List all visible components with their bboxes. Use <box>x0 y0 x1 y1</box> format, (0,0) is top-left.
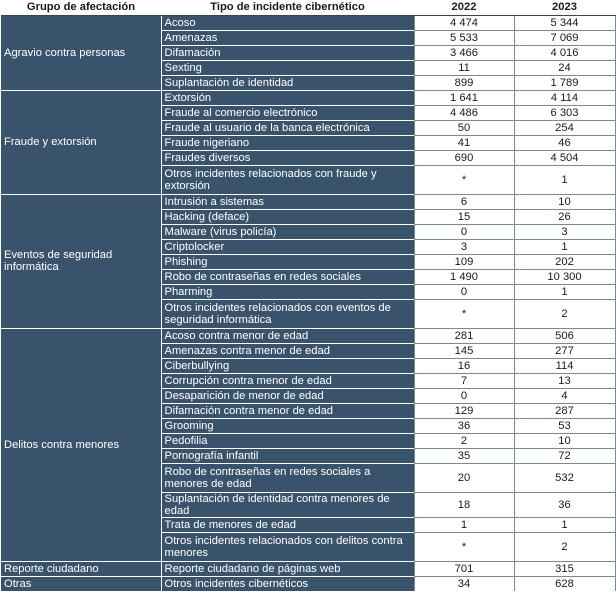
incident-type-cell: Pharming <box>161 284 414 299</box>
value-2023-cell: 72 <box>514 448 615 463</box>
value-2022-cell: 15 <box>414 209 514 224</box>
incident-type-cell: Robo de contraseñas en redes sociales a menores de edad <box>161 463 414 492</box>
value-2023-cell: 315 <box>514 561 615 576</box>
table-row <box>1 561 615 576</box>
value-2022-cell: 16 <box>414 358 514 373</box>
value-2023-cell: 4 114 <box>514 90 615 105</box>
incident-type-cell: Malware (virus policía) <box>161 224 414 239</box>
group-cell: Reporte ciudadano <box>1 561 161 576</box>
incident-type-cell: Robo de contraseñas en redes sociales <box>161 269 414 284</box>
value-2022-cell: 36 <box>414 418 514 433</box>
value-2022-cell: 129 <box>414 403 514 418</box>
value-2023-cell: 10 <box>514 194 615 209</box>
value-2022-cell: 2 <box>414 433 514 448</box>
value-2023-cell: 2 <box>514 299 615 328</box>
value-2023-cell: 3 <box>514 224 615 239</box>
incidents-table <box>1 0 616 591</box>
header-group: Grupo de afectación <box>1 0 161 15</box>
incident-type-cell: Sexting <box>161 60 414 75</box>
value-2022-cell: * <box>414 165 514 194</box>
value-2023-cell: 7 069 <box>514 30 615 45</box>
incident-type-cell: Suplantación de identidad <box>161 75 414 90</box>
incident-type-cell: Otros incidentes relacionados con eventos de seguridad informática <box>161 299 414 328</box>
value-2022-cell: 4 474 <box>414 15 514 30</box>
value-2022-cell: 3 466 <box>414 45 514 60</box>
value-2023-cell: 1 <box>514 284 615 299</box>
incident-type-cell: Difamación contra menor de edad <box>161 403 414 418</box>
value-2023-cell: 287 <box>514 403 615 418</box>
value-2023-cell: 628 <box>514 576 615 591</box>
incident-type-cell: Pedofilia <box>161 433 414 448</box>
table-row <box>1 194 615 209</box>
incident-type-cell: Acoso <box>161 15 414 30</box>
incident-type-cell: Acoso contra menor de edad <box>161 328 414 343</box>
value-2022-cell: 4 486 <box>414 105 514 120</box>
value-2023-cell: 114 <box>514 358 615 373</box>
value-2022-cell: 109 <box>414 254 514 269</box>
incident-type-cell: Desaparición de menor de edad <box>161 388 414 403</box>
value-2023-cell: 24 <box>514 60 615 75</box>
value-2022-cell: 6 <box>414 194 514 209</box>
incident-type-cell: Pornografía infantil <box>161 448 414 463</box>
value-2023-cell: 1 <box>514 239 615 254</box>
incident-type-cell: Suplantación de identidad contra menores de edad <box>161 492 414 517</box>
table-row <box>1 90 615 105</box>
table-row <box>1 15 615 30</box>
group-cell: Agravio contra personas <box>1 15 161 90</box>
value-2022-cell: 5 533 <box>414 30 514 45</box>
group-cell: Delitos contra menores <box>1 328 161 561</box>
incident-type-cell: Amenazas contra menor de edad <box>161 343 414 358</box>
value-2023-cell: 36 <box>514 492 615 517</box>
table-row <box>1 576 615 591</box>
value-2023-cell: 26 <box>514 209 615 224</box>
value-2022-cell: 1 641 <box>414 90 514 105</box>
incident-type-cell: Extorsión <box>161 90 414 105</box>
value-2022-cell: 145 <box>414 343 514 358</box>
value-2023-cell: 4 504 <box>514 150 615 165</box>
incident-type-cell: Trata de menores de edad <box>161 517 414 532</box>
incident-type-cell: Ciberbullying <box>161 358 414 373</box>
value-2022-cell: 18 <box>414 492 514 517</box>
incident-type-cell: Fraude al comercio electrónico <box>161 105 414 120</box>
value-2023-cell: 10 300 <box>514 269 615 284</box>
value-2023-cell: 4 <box>514 388 615 403</box>
value-2022-cell: 11 <box>414 60 514 75</box>
value-2023-cell: 53 <box>514 418 615 433</box>
value-2023-cell: 4 016 <box>514 45 615 60</box>
value-2022-cell: 0 <box>414 388 514 403</box>
group-cell: Otras <box>1 576 161 591</box>
incident-type-cell: Grooming <box>161 418 414 433</box>
incident-type-cell: Fraudes diversos <box>161 150 414 165</box>
header-row <box>1 0 615 15</box>
value-2022-cell: 701 <box>414 561 514 576</box>
incident-type-cell: Otros incidentes relacionados con fraude y extorsión <box>161 165 414 194</box>
incident-type-cell: Phishing <box>161 254 414 269</box>
value-2023-cell: 532 <box>514 463 615 492</box>
value-2022-cell: 1 490 <box>414 269 514 284</box>
value-2022-cell: 20 <box>414 463 514 492</box>
value-2022-cell: 690 <box>414 150 514 165</box>
value-2022-cell: 35 <box>414 448 514 463</box>
incident-type-cell: Otros incidentes relacionados con delitos contra menores <box>161 532 414 561</box>
value-2023-cell: 202 <box>514 254 615 269</box>
incident-type-cell: Reporte ciudadano de páginas web <box>161 561 414 576</box>
incident-type-cell: Fraude nigeriano <box>161 135 414 150</box>
value-2022-cell: 0 <box>414 224 514 239</box>
value-2022-cell: 899 <box>414 75 514 90</box>
incident-type-cell: Intrusión a sistemas <box>161 194 414 209</box>
value-2023-cell: 46 <box>514 135 615 150</box>
header-2023: 2023 <box>514 0 615 15</box>
value-2023-cell: 1 789 <box>514 75 615 90</box>
value-2022-cell: 1 <box>414 517 514 532</box>
incident-type-cell: Difamación <box>161 45 414 60</box>
incident-type-cell: Amenazas <box>161 30 414 45</box>
value-2023-cell: 1 <box>514 517 615 532</box>
incident-type-cell: Otros incidentes cibernéticos <box>161 576 414 591</box>
header-type: Tipo de incidente cibernético <box>161 0 414 15</box>
value-2023-cell: 254 <box>514 120 615 135</box>
header-2022: 2022 <box>414 0 514 15</box>
value-2022-cell: * <box>414 532 514 561</box>
group-cell: Fraude y extorsión <box>1 90 161 194</box>
value-2023-cell: 6 303 <box>514 105 615 120</box>
value-2022-cell: 281 <box>414 328 514 343</box>
value-2023-cell: 13 <box>514 373 615 388</box>
incident-type-cell: Corrupción contra menor de edad <box>161 373 414 388</box>
incident-type-cell: Fraude al usuario de la banca electrónica <box>161 120 414 135</box>
value-2022-cell: 0 <box>414 284 514 299</box>
value-2022-cell: 3 <box>414 239 514 254</box>
table-row <box>1 328 615 343</box>
value-2022-cell: 41 <box>414 135 514 150</box>
value-2023-cell: 277 <box>514 343 615 358</box>
value-2022-cell: 7 <box>414 373 514 388</box>
value-2023-cell: 5 344 <box>514 15 615 30</box>
value-2023-cell: 1 <box>514 165 615 194</box>
incident-type-cell: Hacking (deface) <box>161 209 414 224</box>
incident-type-cell: Criptolocker <box>161 239 414 254</box>
value-2022-cell: 34 <box>414 576 514 591</box>
value-2022-cell: * <box>414 299 514 328</box>
group-cell: Eventos de seguridad informática <box>1 194 161 328</box>
value-2023-cell: 10 <box>514 433 615 448</box>
value-2023-cell: 506 <box>514 328 615 343</box>
value-2022-cell: 50 <box>414 120 514 135</box>
value-2023-cell: 2 <box>514 532 615 561</box>
table-body <box>1 15 615 591</box>
